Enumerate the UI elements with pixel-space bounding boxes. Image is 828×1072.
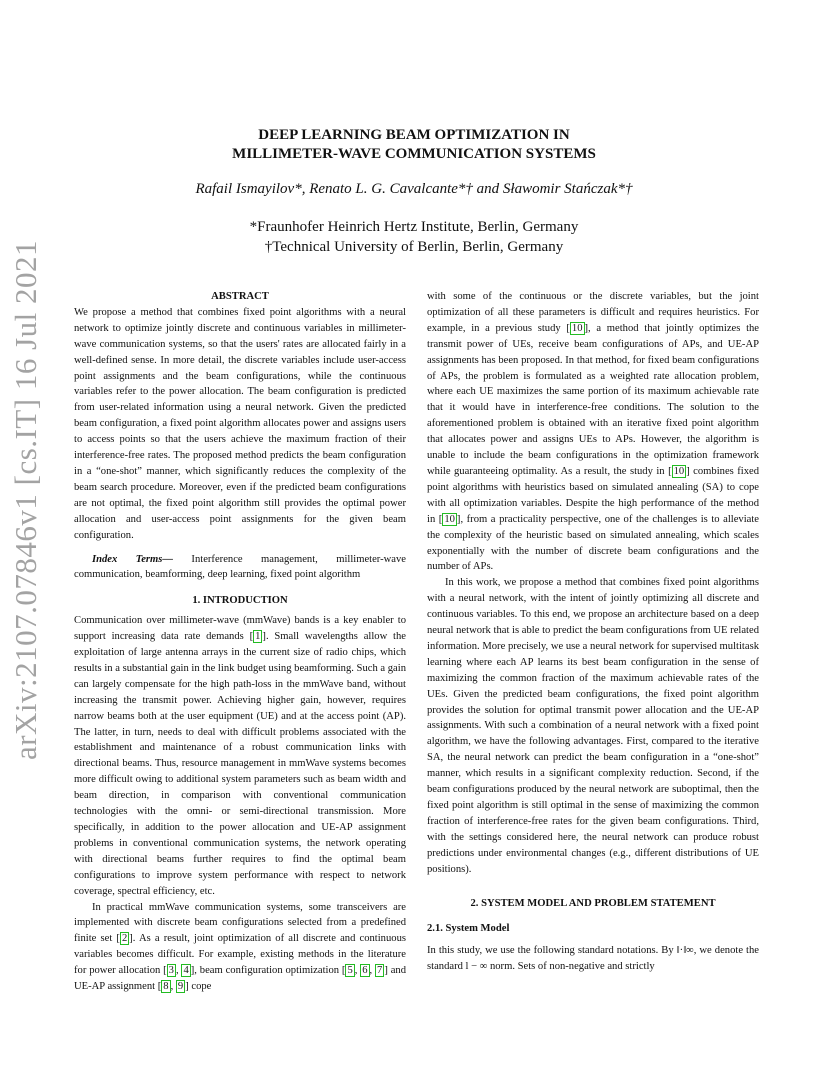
right-column (427, 289, 759, 975)
citation-link[interactable]: 7 (377, 965, 383, 977)
intro-heading: 1. INTRODUCTION (192, 595, 288, 607)
section-2-heading: 2. SYSTEM MODEL AND PROBLEM STATEMENT (470, 897, 716, 909)
arxiv-identifier: arXiv:2107.07846v1 [cs.IT] 16 Jul 2021 (8, 239, 43, 761)
citation-link[interactable]: 3 (168, 965, 174, 977)
citation-link[interactable]: 10 (444, 513, 455, 525)
citation-link[interactable]: 4 (183, 965, 189, 977)
citation-link[interactable]: 6 (362, 965, 368, 977)
affiliation-1: *Fraunhofer Heinrich Hertz Institute, Berlin, Germany (249, 219, 579, 235)
authors: Rafail Ismayilov*, Renato L. G. Cavalcante*† and Sławomir Stańczak*† (195, 181, 633, 197)
citation-link[interactable]: 8 (163, 981, 169, 993)
affiliations (0, 217, 828, 257)
intro-paragraph-2-continued: with some of the continuous or the discrete variables, but the joint optimization of all these parameters is difficult and requires heuristics. For example, in a previous study [ 10 ], a method that jointly optimizes the transmit power of UEs, receive beam configurations of APs, and UE-AP assignments has been proposed. In that method, for fixed beam configurations of APs, the problem is formulated as a weighted rate allocation problem, where each UE maximizes the same portion of its maximum achievable rate that it would have in interference-free conditions. The solution to the aforementioned problem is obtained with an iterative fixed point algorithm that allocates power and assigns UEs to APs. However, the algorithm is unable to include the beam configurations in the optimization framework while guaranteeing optimality. As a result, the study in [ 10 ] combines fixed point algorithms with heuristics based on simulated annealing (SA) to cope with all optimization variables. Despite the high performance of the method in [ 10 ], from a practicality perspective, one of the challenges is to alleviate the complexity of the heuristic based on simulated annealing, which scales exponentially with the number of discrete beam configurations and the number of APs. (427, 291, 760, 573)
citation-link[interactable]: 2 (121, 933, 128, 945)
intro-paragraph-1: Communication over millimeter-wave (mmWave) bands is a key enabler to support increasing data rate demands [ 1 ]. Small wavelengths allow the exploitation of large antenna arrays in the current size of radio chips, which results in a substantial gain in the link budget using beamforming. Such a gain can largely compensate for the high path-loss in the mmWave band, without increasing the transmit power. Achieving higher gain, however, requires narrow beams both at the user equipment (UE) and at the access point (AP). The latter, in turn, needs to deal with difficult problems associated with the establishment and maintenance of a robust communication links with directional beams. Thus, resource management in mmWave systems becomes more difficult owing to additional system parameters such as beam width and beam direction, in comparison with conventional communication technologies with the omni- or semi-directional transmission. More specifically, in addition to the power allocation and UE-AP assignment problems in conventional communication systems, the network operating with directional beams further requires to find the optimal beam configurations to improve system performance with respect to network coverage, spectral efficiency, etc. (74, 615, 406, 897)
abstract-text: We propose a method that combines fixed point algorithms with a neural network to optimize jointly discrete and continuous variables in millimeter-wave communication systems, so that the users' rates are allocated fairly in a well-defined sense. In more detail, the discrete variables include user-access point assignments and the beam configurations, while the continuous variables refer to the power allocation. The beam configuration is predicted from user-related information using a neural network. Given the predicted beam configuration, a fixed point algorithm allocates power and assigns users to access points so that the users achieve the maximum fraction of their interference-free rates. The proposed method predicts the beam configuration in a “one-shot” manner, which significantly reduces the complexity of the beam search procedure. Moreover, even if the predicted beam configurations are not optimal, the fixed point algorithm still provides the optimal power allocation and user-access point assignments for the given beam configuration. (74, 306, 406, 541)
citation-link[interactable]: 5 (347, 965, 353, 977)
citation-link[interactable]: 10 (571, 322, 583, 334)
intro-paragraph-2: In practical mmWave communication systems, some transceivers are implemented with discrete beam configurations selected from a predefined finite set [ 2 ]. As a result, joint optimization of all discrete and continuous variables becomes difficult. For example, existing methods in the literature for power allocation [ 3 , 4 ], beam configuration optimization [ 5 , 6 , 7 ] and UE-AP assignment [ 8 , 9 ] cope (74, 901, 407, 993)
citation-link[interactable]: 10 (673, 465, 685, 477)
citation-link[interactable]: 1 (255, 631, 261, 643)
affiliation-2: †Technical University of Berlin, Berlin, Germany (264, 239, 564, 255)
abstract-heading: ABSTRACT (211, 291, 269, 302)
section-2-1-heading: 2.1. System Model (427, 923, 510, 935)
citation-link[interactable]: 9 (177, 981, 184, 993)
intro-paragraph-3: In this work, we propose a method that combines fixed point algorithms with a neural network, with the intent of jointly optimizing all discrete and continuous variables. To this end, we propose an architecture based on a deep neural network that is able to predict the beam configurations from UE related information. More precisely, we use a neural network for supervised multitask learning where each AP learns its best beam configuration in the sense of maximizing the common fraction of the maximum achievable rates of the UEs. Given the predicted beam configurations, the fixed point algorithm provides the solution for optimal transmit power allocation and the UE-AP assignments. With such a combination of a neural network with a fixed point algorithm, we have the following advantages. First, compared to the iterative SA, the neural network can predict the beam configuration in a “one-shot” manner, which results in a significant complexity reduction. Second, if the beam configurations produced by the neural network are suboptimal, then the fixed point algorithm is still optimal in the sense of maximizing the common fraction of interference-free rates for the given beam configurations. Third, with the settings considered here, the neural network can produce robust predictions under environmental changes (e.g., different distributions of UE positions). (427, 577, 759, 875)
left-column (74, 289, 406, 995)
section-2-1-text: In this study, we use the following standard notations. By ‖·‖∞, we denote the standard l − ∞ norm. Sets of non-negative and strictly (427, 945, 759, 973)
paper-title: DEEP LEARNING BEAM OPTIMIZATION IN MILLIMETER-WAVE COMMUNICATION SYSTEMS (232, 127, 596, 162)
index-terms: Index Terms— Interference management, millimeter-wave communication, beamforming, deep learning, fixed point algorithm (74, 553, 406, 581)
